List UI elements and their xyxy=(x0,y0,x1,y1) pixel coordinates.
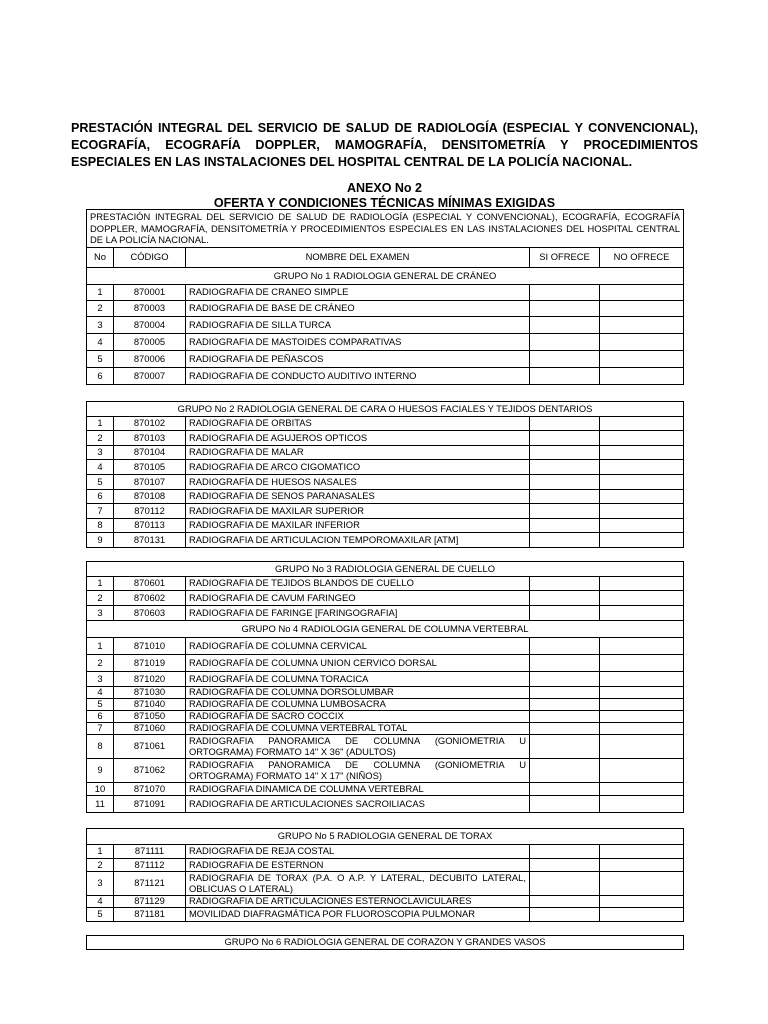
row-code: 871091 xyxy=(114,796,186,813)
row-no: 10 xyxy=(87,783,114,796)
no-ofrece-cell xyxy=(600,655,684,672)
row-no: 3 xyxy=(87,872,114,896)
row-no: 5 xyxy=(87,908,114,922)
table-row xyxy=(87,796,684,813)
no-ofrece-cell xyxy=(600,699,684,711)
si-ofrece-cell xyxy=(530,446,600,460)
table-row xyxy=(87,638,684,655)
no-ofrece-cell xyxy=(600,796,684,813)
si-ofrece-cell xyxy=(530,687,600,699)
table-row xyxy=(87,431,684,446)
row-no: 4 xyxy=(87,687,114,699)
row-no: 3 xyxy=(87,446,114,460)
offer-table-block-5 xyxy=(86,935,684,950)
si-ofrece-cell xyxy=(530,711,600,723)
row-exam-name: RADIOGRAFIA DE CAVUM FARINGEO xyxy=(186,591,530,606)
row-code: 870001 xyxy=(114,285,186,301)
si-ofrece-cell xyxy=(530,533,600,548)
row-exam-name: MOVILIDAD DIAFRAGMÁTICA POR FLUOROSCOPIA PULMONAR xyxy=(186,908,530,922)
no-ofrece-cell xyxy=(600,368,684,385)
si-ofrece-cell xyxy=(530,845,600,859)
row-no: 2 xyxy=(87,301,114,317)
table-row xyxy=(87,351,684,368)
row-code: 871181 xyxy=(114,908,186,922)
row-code: 870102 xyxy=(114,417,186,431)
si-ofrece-cell xyxy=(530,417,600,431)
table-row xyxy=(87,368,684,385)
row-exam-name: RADIOGRAFIA DE MALAR xyxy=(186,446,530,460)
si-ofrece-cell xyxy=(530,285,600,301)
si-ofrece-cell xyxy=(530,606,600,621)
row-no: 2 xyxy=(87,431,114,446)
table-intro: PRESTACIÓN INTEGRAL DEL SERVICIO DE SALUD DE RADIOLOGÍA (ESPECIAL Y CONVENCIONAL), ECOGRAFÍA, ECOGRAFÍA DOPPLER, MAMOGRAFÍA, DENSITOMETRÍA Y PROCEDIMIENTOS ESPECIALES EN LAS INSTALACIONES DEL HOSPITAL CENTRAL DE LA POLICÍA NACIONAL. xyxy=(87,210,684,248)
no-ofrece-cell xyxy=(600,735,684,759)
no-ofrece-cell xyxy=(600,687,684,699)
row-no: 1 xyxy=(87,285,114,301)
si-ofrece-cell xyxy=(530,783,600,796)
row-exam-name: RADIOGRAFIA DE ARCO CIGOMATICO xyxy=(186,460,530,475)
si-ofrece-cell xyxy=(530,351,600,368)
row-no: 5 xyxy=(87,699,114,711)
row-code: 870107 xyxy=(114,475,186,490)
no-ofrece-cell xyxy=(600,460,684,475)
table-row xyxy=(87,723,684,735)
table-row xyxy=(87,446,684,460)
no-ofrece-cell xyxy=(600,759,684,783)
no-ofrece-cell xyxy=(600,334,684,351)
row-exam-name: RADIOGRAFIA DE CONDUCTO AUDITIVO INTERNO xyxy=(186,368,530,385)
table-row xyxy=(87,591,684,606)
row-exam-name: RADIOGRAFIA DE ORBITAS xyxy=(186,417,530,431)
table-row xyxy=(87,490,684,504)
header-no: No xyxy=(87,248,114,268)
table-row xyxy=(87,711,684,723)
no-ofrece-cell xyxy=(600,285,684,301)
table-row xyxy=(87,672,684,687)
no-ofrece-cell xyxy=(600,577,684,591)
no-ofrece-cell xyxy=(600,845,684,859)
si-ofrece-cell xyxy=(530,908,600,922)
table-row xyxy=(87,317,684,334)
row-code: 870003 xyxy=(114,301,186,317)
table-row xyxy=(87,655,684,672)
no-ofrece-cell xyxy=(600,301,684,317)
si-ofrece-cell xyxy=(530,577,600,591)
no-ofrece-cell xyxy=(600,783,684,796)
no-ofrece-cell xyxy=(600,723,684,735)
row-code: 871020 xyxy=(114,672,186,687)
row-code: 870103 xyxy=(114,431,186,446)
row-exam-name: RADIOGRAFIA DE CRANEO SIMPLE xyxy=(186,285,530,301)
si-ofrece-cell xyxy=(530,504,600,519)
no-ofrece-cell xyxy=(600,446,684,460)
header-codigo: CÓDIGO xyxy=(114,248,186,268)
offer-table-block-3 xyxy=(86,561,684,813)
row-no: 4 xyxy=(87,896,114,908)
row-code: 871070 xyxy=(114,783,186,796)
si-ofrece-cell xyxy=(530,431,600,446)
no-ofrece-cell xyxy=(600,351,684,368)
no-ofrece-cell xyxy=(600,872,684,896)
row-code: 870004 xyxy=(114,317,186,334)
row-code: 871129 xyxy=(114,896,186,908)
row-code: 870602 xyxy=(114,591,186,606)
si-ofrece-cell xyxy=(530,591,600,606)
row-code: 871060 xyxy=(114,723,186,735)
row-code: 871121 xyxy=(114,872,186,896)
annex-title: ANEXO No 2 xyxy=(346,181,422,195)
offer-table-block-1 xyxy=(86,209,684,385)
annex-subtitle: OFERTA Y CONDICIONES TÉCNICAS MÍNIMAS EXIGIDAS xyxy=(213,196,556,210)
row-exam-name: RADIOGRAFÍA DE COLUMNA TORACICA xyxy=(186,672,530,687)
table-row xyxy=(87,783,684,796)
table-row xyxy=(87,759,684,783)
table-row xyxy=(87,417,684,431)
row-no: 9 xyxy=(87,533,114,548)
row-exam-name: RADIOGRAFIA PANORAMICA DE COLUMNA (GONIOMETRIA U ORTOGRAMA) FORMATO 14" X 36" (ADULTOS) xyxy=(186,735,530,759)
row-no: 1 xyxy=(87,638,114,655)
row-exam-name: RADIOGRAFÍA DE COLUMNA DORSOLUMBAR xyxy=(186,687,530,699)
row-no: 6 xyxy=(87,368,114,385)
group-title: GRUPO No 2 RADIOLOGIA GENERAL DE CARA O HUESOS FACIALES Y TEJIDOS DENTARIOS xyxy=(87,402,684,417)
si-ofrece-cell xyxy=(530,872,600,896)
si-ofrece-cell xyxy=(530,723,600,735)
table-row xyxy=(87,519,684,533)
no-ofrece-cell xyxy=(600,417,684,431)
row-exam-name: RADIOGRAFÍA DE COLUMNA UNION CERVICO DORSAL xyxy=(186,655,530,672)
row-exam-name: RADIOGRAFIA DE PEÑASCOS xyxy=(186,351,530,368)
row-code: 870601 xyxy=(114,577,186,591)
row-no: 1 xyxy=(87,417,114,431)
row-exam-name: RADIOGRAFIA DE TORAX (P.A. O A.P. Y LATERAL, DECUBITO LATERAL, OBLICUAS O LATERAL) xyxy=(186,872,530,896)
table-row xyxy=(87,504,684,519)
header-si-ofrece: SI OFRECE xyxy=(530,248,600,268)
row-no: 9 xyxy=(87,759,114,783)
row-no: 1 xyxy=(87,845,114,859)
row-code: 871112 xyxy=(114,859,186,872)
row-code: 871019 xyxy=(114,655,186,672)
table-row xyxy=(87,285,684,301)
row-code: 870603 xyxy=(114,606,186,621)
si-ofrece-cell xyxy=(530,460,600,475)
row-no: 7 xyxy=(87,723,114,735)
si-ofrece-cell xyxy=(530,735,600,759)
row-code: 871010 xyxy=(114,638,186,655)
no-ofrece-cell xyxy=(600,606,684,621)
si-ofrece-cell xyxy=(530,301,600,317)
row-exam-name: RADIOGRAFIA PANORAMICA DE COLUMNA (GONIOMETRIA U ORTOGRAMA) FORMATO 14" X 17" (NIÑOS) xyxy=(186,759,530,783)
no-ofrece-cell xyxy=(600,896,684,908)
row-exam-name: RADIOGRAFÍA DE COLUMNA CERVICAL xyxy=(186,638,530,655)
row-code: 870007 xyxy=(114,368,186,385)
row-exam-name: RADIOGRAFÍA DE HUESOS NASALES xyxy=(186,475,530,490)
table-row xyxy=(87,460,684,475)
document-heading: PRESTACIÓN INTEGRAL DEL SERVICIO DE SALUD DE RADIOLOGÍA (ESPECIAL Y CONVENCIONAL), ECOGRAFÍA, ECOGRAFÍA DOPPLER, MAMOGRAFÍA, DENSITOMETRÍA Y PROCEDIMIENTOS ESPECIALES EN LAS INSTALACIONES DEL HOSPITAL CENTRAL DE LA POLICÍA NACIONAL. xyxy=(71,121,698,169)
row-no: 3 xyxy=(87,606,114,621)
row-no: 4 xyxy=(87,334,114,351)
no-ofrece-cell xyxy=(600,533,684,548)
row-code: 870113 xyxy=(114,519,186,533)
row-exam-name: RADIOGRAFÍA DE SACRO COCCIX xyxy=(186,711,530,723)
row-exam-name: RADIOGRAFIA DE MASTOIDES COMPARATIVAS xyxy=(186,334,530,351)
row-exam-name: RADIOGRAFIA DE SENOS PARANASALES xyxy=(186,490,530,504)
table-row xyxy=(87,896,684,908)
group-title: GRUPO No 1 RADIOLOGIA GENERAL DE CRÁNEO xyxy=(87,268,684,285)
no-ofrece-cell xyxy=(600,672,684,687)
no-ofrece-cell xyxy=(600,859,684,872)
si-ofrece-cell xyxy=(530,490,600,504)
row-exam-name: RADIOGRAFIA DE MAXILAR SUPERIOR xyxy=(186,504,530,519)
si-ofrece-cell xyxy=(530,672,600,687)
row-exam-name: RADIOGRAFIA DE ESTERNON xyxy=(186,859,530,872)
si-ofrece-cell xyxy=(530,859,600,872)
row-code: 870104 xyxy=(114,446,186,460)
row-no: 5 xyxy=(87,351,114,368)
row-no: 3 xyxy=(87,672,114,687)
no-ofrece-cell xyxy=(600,490,684,504)
annex-header xyxy=(86,181,683,211)
si-ofrece-cell xyxy=(530,368,600,385)
group-title: GRUPO No 3 RADIOLOGIA GENERAL DE CUELLO xyxy=(87,562,684,577)
table-row xyxy=(87,533,684,548)
row-code: 871062 xyxy=(114,759,186,783)
si-ofrece-cell xyxy=(530,759,600,783)
table-header-row xyxy=(87,248,684,268)
offer-table-block-2 xyxy=(86,401,684,548)
table-row xyxy=(87,334,684,351)
row-no: 7 xyxy=(87,504,114,519)
row-no: 8 xyxy=(87,735,114,759)
row-exam-name: RADIOGRAFIA DE AGUJEROS OPTICOS xyxy=(186,431,530,446)
row-no: 2 xyxy=(87,655,114,672)
row-code: 871061 xyxy=(114,735,186,759)
si-ofrece-cell xyxy=(530,317,600,334)
no-ofrece-cell xyxy=(600,475,684,490)
header-nombre: NOMBRE DEL EXAMEN xyxy=(186,248,530,268)
row-no: 4 xyxy=(87,460,114,475)
row-code: 871040 xyxy=(114,699,186,711)
row-exam-name: RADIOGRAFIA DE FARINGE [FARINGOGRAFIA] xyxy=(186,606,530,621)
row-code: 870131 xyxy=(114,533,186,548)
table-row xyxy=(87,872,684,896)
si-ofrece-cell xyxy=(530,655,600,672)
row-no: 11 xyxy=(87,796,114,813)
row-exam-name: RADIOGRAFIA DE BASE DE CRÁNEO xyxy=(186,301,530,317)
group-title: GRUPO No 6 RADIOLOGIA GENERAL DE CORAZON Y GRANDES VASOS xyxy=(87,936,684,950)
row-no: 3 xyxy=(87,317,114,334)
row-exam-name: RADIOGRAFIA DE SILLA TURCA xyxy=(186,317,530,334)
table-row xyxy=(87,606,684,621)
group-title: GRUPO No 5 RADIOLOGIA GENERAL DE TORAX xyxy=(87,829,684,845)
table-row xyxy=(87,859,684,872)
si-ofrece-cell xyxy=(530,334,600,351)
row-code: 870006 xyxy=(114,351,186,368)
row-code: 870112 xyxy=(114,504,186,519)
no-ofrece-cell xyxy=(600,431,684,446)
no-ofrece-cell xyxy=(600,317,684,334)
no-ofrece-cell xyxy=(600,638,684,655)
row-exam-name: RADIOGRAFIA DE ARTICULACIONES ESTERNOCLAVICULARES xyxy=(186,896,530,908)
row-exam-name: RADIOGRAFIA DE TEJIDOS BLANDOS DE CUELLO xyxy=(186,577,530,591)
row-exam-name: RADIOGRAFIA DINAMICA DE COLUMNA VERTEBRAL xyxy=(186,783,530,796)
table-row xyxy=(87,301,684,317)
row-exam-name: RADIOGRAFIA DE MAXILAR INFERIOR xyxy=(186,519,530,533)
si-ofrece-cell xyxy=(530,896,600,908)
offer-table-block-4 xyxy=(86,828,684,922)
row-no: 2 xyxy=(87,859,114,872)
si-ofrece-cell xyxy=(530,638,600,655)
row-code: 870108 xyxy=(114,490,186,504)
row-code: 870105 xyxy=(114,460,186,475)
no-ofrece-cell xyxy=(600,591,684,606)
row-exam-name: RADIOGRAFÍA DE COLUMNA LUMBOSACRA xyxy=(186,699,530,711)
si-ofrece-cell xyxy=(530,519,600,533)
si-ofrece-cell xyxy=(530,796,600,813)
row-code: 871050 xyxy=(114,711,186,723)
row-exam-name: RADIOGRAFÍA DE COLUMNA VERTEBRAL TOTAL xyxy=(186,723,530,735)
no-ofrece-cell xyxy=(600,504,684,519)
row-exam-name: RADIOGRAFIA DE ARTICULACION TEMPOROMAXILAR [ATM] xyxy=(186,533,530,548)
row-no: 2 xyxy=(87,591,114,606)
row-no: 1 xyxy=(87,577,114,591)
table-row xyxy=(87,699,684,711)
row-exam-name: RADIOGRAFIA DE ARTICULACIONES SACROILIACAS xyxy=(186,796,530,813)
table-row xyxy=(87,687,684,699)
table-row xyxy=(87,735,684,759)
row-no: 8 xyxy=(87,519,114,533)
group-title: GRUPO No 4 RADIOLOGIA GENERAL DE COLUMNA VERTEBRAL xyxy=(87,621,684,638)
row-code: 871030 xyxy=(114,687,186,699)
table-row xyxy=(87,845,684,859)
no-ofrece-cell xyxy=(600,519,684,533)
si-ofrece-cell xyxy=(530,475,600,490)
table-row xyxy=(87,577,684,591)
si-ofrece-cell xyxy=(530,699,600,711)
row-exam-name: RADIOGRAFIA DE REJA COSTAL xyxy=(186,845,530,859)
row-code: 871111 xyxy=(114,845,186,859)
no-ofrece-cell xyxy=(600,908,684,922)
no-ofrece-cell xyxy=(600,711,684,723)
row-no: 5 xyxy=(87,475,114,490)
row-no: 6 xyxy=(87,490,114,504)
table-row xyxy=(87,475,684,490)
row-no: 6 xyxy=(87,711,114,723)
table-row xyxy=(87,908,684,922)
row-code: 870005 xyxy=(114,334,186,351)
header-no-ofrece: NO OFRECE xyxy=(600,248,684,268)
